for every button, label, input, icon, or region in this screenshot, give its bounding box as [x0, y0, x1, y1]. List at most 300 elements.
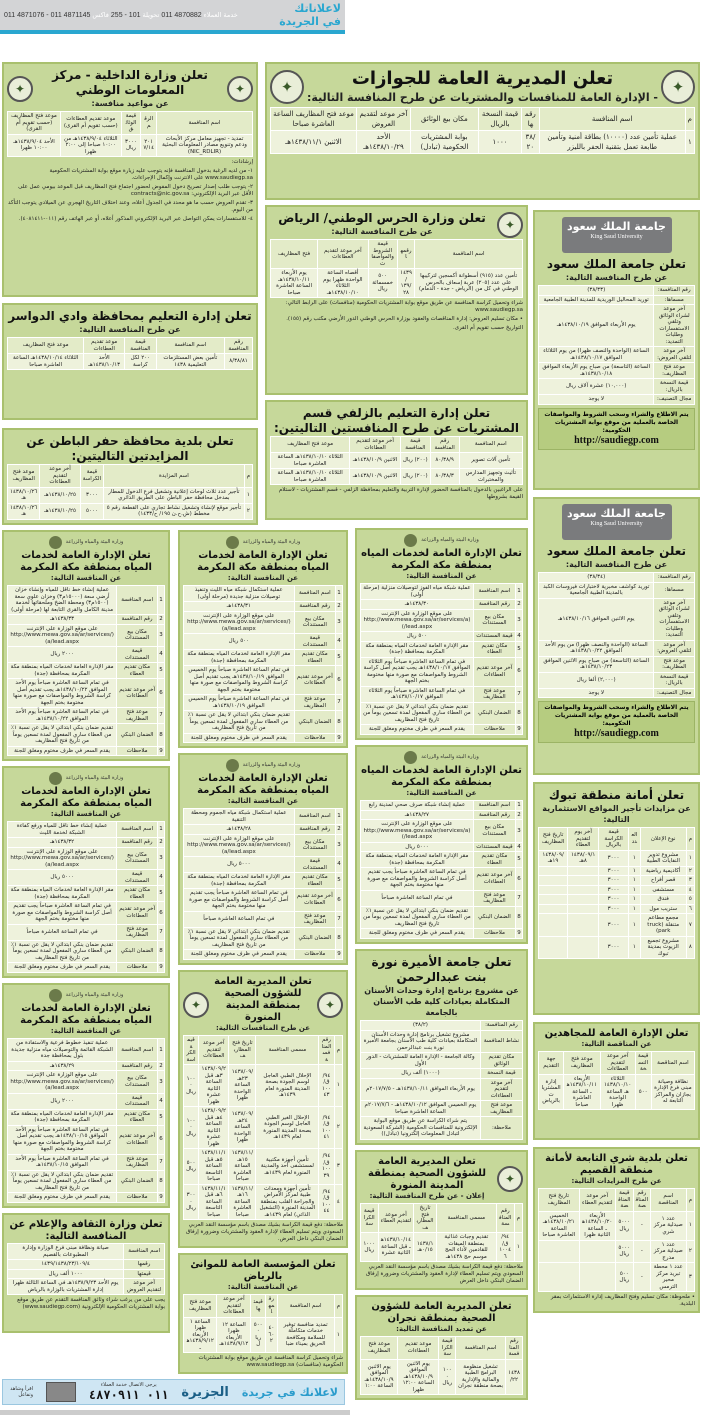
- ad-title: تعلن بلدية محافظة حفر الباطن عن المزايدتين التاليتين:: [26, 434, 234, 463]
- table-cell: ١٤٣٨/٠٩/٢٣هـ الساعة الواحدة ظهرا: [229, 1065, 256, 1107]
- table-cell: ٣: [686, 876, 694, 886]
- field-value: (١٠٠٠) ألف ريال: [361, 1069, 481, 1079]
- table-cell: تمديد - تجهيز معامل مركز الأبحاث ودعم وتنويع مصادر المعلومات البحثية (NIC_RDLIR): [157, 134, 253, 157]
- portal-link[interactable]: http://saudiegp.com: [574, 728, 659, 739]
- field-row: [184, 602, 343, 612]
- field-row: [184, 950, 343, 960]
- ad-table: [538, 285, 695, 405]
- row-number: 9: [159, 1194, 163, 1200]
- table-cell: ٩٤/ق/١٠٠٤٦: [496, 1233, 514, 1262]
- ad-table: [360, 1336, 523, 1395]
- field-label: مكان تقديم العطاء: [117, 1109, 158, 1125]
- table-cell: ٣٠٠٠: [599, 895, 629, 905]
- field-label: مكان تقديم العطاء: [473, 641, 515, 657]
- ad-table: [183, 1035, 343, 1220]
- field-row: [184, 825, 343, 835]
- field-label: مكان تقديم العطاء: [294, 873, 335, 889]
- table-row: [539, 1263, 695, 1292]
- ad-title: تعلن جامعة الملك سعود: [546, 544, 687, 558]
- field-row: [361, 906, 523, 929]
- emblem-icon: ✦: [317, 992, 343, 1018]
- field-value: في تمام الساعة العاشرة صباحاً يوم الثلاثاء الموافق ١٤٣٨/١٠/١٧هـ: [361, 686, 474, 702]
- field-value: في تمام الساعة العاشرة صباحاً يوم الثلاثاء الموافق ١٤٣٨/١٠/١٧هـ يجب تقديم أصل كراسة الشروط والمواصفات مع صورة منها مختومة بختم الجهة: [361, 657, 474, 686]
- row-number: 5: [336, 873, 343, 889]
- field-row: [184, 809, 343, 825]
- table-cell: [539, 885, 568, 895]
- table-cell: عدد ١ صيدلية مركز شري: [651, 1211, 687, 1240]
- ad-title: تعلن الإدارة العامة لخدمات المياه بمنطقة مكة المكرمة: [197, 773, 329, 796]
- field-row: [184, 666, 343, 695]
- table-cell: الإحلال الغير الطبي العاجل لوسم الجودة بصحة المدينة المنورة لعام ١٤٣٩هـ: [256, 1107, 319, 1149]
- row-number: 4: [158, 1093, 165, 1109]
- field-label: آخر موعد تقديم العطاءات: [294, 889, 335, 912]
- ad-heading-text: [538, 787, 695, 827]
- field-value: توريد المحاليل الوريدية للمدينة الطبية الجامعية: [539, 295, 654, 305]
- row-number: 6: [158, 679, 165, 708]
- ad-title: تعلن وزارة الداخلية - مركز المعلومات الوطني: [52, 68, 208, 97]
- row-number: 7: [516, 890, 523, 906]
- field-label: مكان بيع المستندات: [294, 611, 335, 634]
- table-cell: ١٤٣٨/٠٩/٢٤هـ الساعة الواحدة ظهرا: [229, 1107, 256, 1149]
- field-row: [8, 1193, 165, 1203]
- table-cell: ٥٠٠٠ ريال: [251, 1317, 266, 1353]
- customer-phone: 011 4870882: [161, 12, 202, 19]
- table-cell: ٧: [686, 914, 694, 937]
- field-label: موعد فتح المظاريف: [480, 1101, 522, 1117]
- field-label: مكان تقديم العطاء: [294, 650, 335, 666]
- field-label: ملاحظات: [473, 929, 515, 939]
- ad-subtitle: عن مواعيد منافسة:: [91, 99, 169, 108]
- table-cell: ١٤٣٨/١١/١٦هـ قبل الساعة التاسعة صباحا: [199, 1184, 229, 1220]
- table-cell: الساعة ١٢ ظهرا الأربعاء ١٤٣٨/٩/١٢هـ: [217, 1317, 251, 1353]
- field-value: ٥٠٠٠ ريال: [184, 857, 295, 873]
- ad-subtitle: عن طرح المنافسة التالية:: [565, 273, 668, 282]
- field-value: تقديم ضمان بنكي ابتدائي لا يقل عن نسبة ١٪ من العطاء ساري المفعول لمدة تسعين يوماً من تاريخ فتح المظاريف: [184, 711, 295, 734]
- field-label: آخر موعد لتقديم العروض: [124, 1279, 165, 1295]
- portal-link[interactable]: http://saudiegp.com: [574, 434, 659, 446]
- ad-heading: [360, 547, 523, 583]
- ad-hafr: [2, 428, 258, 525]
- row-number: 3: [158, 1071, 165, 1094]
- field-label: موعد فتح المظاريف: [117, 924, 158, 940]
- field-label: ملاحظات: [473, 725, 515, 735]
- row-number: 1: [336, 586, 343, 602]
- field-label: قيمة المستندات: [473, 632, 515, 642]
- ad-heading: [538, 543, 695, 572]
- table-cell: [579, 1263, 615, 1292]
- field-row: [8, 924, 165, 940]
- field-row: [361, 868, 523, 891]
- field-row: [8, 1269, 165, 1279]
- table-cell: ٣٠٠٠: [599, 876, 629, 886]
- field-row: [361, 609, 523, 632]
- ministry-logo: [7, 535, 165, 549]
- field-row: [8, 1279, 165, 1295]
- column-header: م: [334, 1036, 342, 1065]
- ad-title: تعلن الإدارة العامة لخدمات المياه بمنطقة مكة المكرمة: [20, 786, 152, 809]
- field-row: [361, 929, 523, 939]
- table-cell: ٥٠٠٠: [80, 503, 104, 519]
- contact-numbers: [4, 11, 238, 19]
- field-value: عملية استكمال شبكة مياه الليث وتنفيذ توصيلات منزلية جديدة (مرحلة أولى): [184, 586, 295, 602]
- ad-heading: [183, 1258, 343, 1294]
- field-label: قيمة النسخة بالريال:: [654, 379, 695, 395]
- column-header: آخر موعد لتقديم العطاءات: [600, 1052, 635, 1075]
- ad-w7: [2, 983, 170, 1208]
- column-header: موعد تقديم العطاءات: [84, 338, 125, 354]
- ad-heading-text: [36, 67, 224, 111]
- table-cell: الأربعاء ١٤٣٨/١٠/٢٠هـ الساعة الثانية ظهرا: [579, 1211, 615, 1240]
- field-label: اسم المنافسة: [473, 801, 515, 811]
- column-header: موعد تقديم العطاءات (حسب تقويم أم القرى): [60, 112, 121, 135]
- emblem-icon: ✦: [497, 1166, 523, 1192]
- row-number: 3: [158, 624, 165, 647]
- ministry-emblem-icon: [404, 751, 417, 764]
- ad-najran: [355, 1295, 528, 1400]
- table-cell: تأثيث وتجهيز المدارس والمختبرات: [459, 469, 522, 485]
- table-cell: تأمين بعض المستلزمات التعليمية ١٤٣٨: [156, 354, 224, 370]
- field-label: مكان بيع المستندات: [294, 834, 335, 857]
- field-row: [184, 650, 343, 666]
- field-label: ملاحظات: [117, 1193, 158, 1203]
- table-cell: ٣٠٠٠: [599, 914, 629, 937]
- field-row: [8, 1039, 165, 1062]
- table-header-row: [271, 108, 695, 131]
- field-row: [184, 889, 343, 912]
- table-cell: الاثنين ١٤٣٨/١٠/٩هـ: [350, 453, 401, 469]
- ad-mujahideen: [533, 1022, 700, 1140]
- field-value: مقر الإدارة العامة لخدمات المياه بمنطقة مكة المكرمة بمحافظة (جدة): [184, 650, 295, 666]
- table-cell: فندق: [640, 895, 686, 905]
- field-label: رقم المنافسة:: [654, 573, 695, 583]
- field-label: آخر موعد لتلقي العروض:: [654, 640, 695, 656]
- ministry-name: وزارة البيئة والمياه والزراعة: [65, 992, 124, 998]
- table-cell: ستريب مول: [640, 904, 686, 914]
- field-label: اسم المنافسة: [294, 809, 335, 825]
- table-cell: ٥٠٠: [635, 1074, 651, 1110]
- field-label: موعد فتح المظاريف:: [654, 363, 695, 379]
- column-header: م: [686, 828, 694, 851]
- ad-footer-band: [538, 701, 695, 743]
- table-row: [184, 1107, 343, 1149]
- column-header: موعد فتح المظاريف: [8, 338, 84, 354]
- ad-title: تعلن أمانة منطقة تبوك: [548, 788, 685, 802]
- field-label: الضمان البنكي: [117, 724, 158, 747]
- row-number: 2: [517, 601, 521, 607]
- table-cell: ٣٠٠٠: [599, 936, 629, 959]
- field-label: موعد فتح المظاريف: [473, 890, 515, 906]
- field-value: (٢,٠٠٠) ألفا ريال: [539, 672, 654, 688]
- table-cell: ١: [628, 936, 640, 959]
- ad-title: تعلن جامعة الملك سعود: [546, 257, 687, 271]
- row-number: 6: [336, 889, 343, 912]
- column-header: موعد فتح المظاريف: [8, 465, 40, 488]
- ad-note: • مكان تسليم العروض: إدارة المناقصات والعقود بوزارة الحرس الوطني الدور الأرضي مكتب رقم (١٥٥).: [286, 316, 523, 322]
- field-row: [8, 1061, 165, 1071]
- column-header: موعد فتح المظاريف الساعة العاشرة صباحا: [271, 108, 357, 131]
- banner-phone: ٠١١ ٤٨٧٠٩١١: [88, 1388, 169, 1402]
- page-header: [0, 0, 345, 34]
- table-cell: مستشفى: [640, 885, 686, 895]
- field-label: آخر موعد تقديم العطاءات: [117, 679, 158, 708]
- column-header: موعد فتح المظاريف: [361, 1337, 398, 1360]
- field-label: قيمة المستندات: [117, 870, 158, 886]
- table-cell: ٩٤/ق/١٠٠٤٤: [319, 1184, 334, 1220]
- table-cell: تشغيل منظومة البرامج الطبية والمالية والإدارية بصحة منطقة نجران: [456, 1359, 506, 1395]
- field-row: [361, 686, 523, 702]
- ad-note: يجب على من يرغب شراء وثائق المنافسة التقدم عن طريق موقع بوابة المشتريات الحكومية الإلكترونية (www.saudiegp.com): [17, 1297, 165, 1310]
- field-row: [8, 1154, 165, 1170]
- ad-heading-text: [360, 954, 523, 1020]
- table-cell: الأحد ١٤٣٨/١٠/٢٩هـ: [356, 131, 410, 154]
- field-row: [8, 746, 165, 756]
- table-cell: ١٤٣٩/١٣٩/٢٨: [397, 269, 415, 298]
- field-row: [361, 801, 523, 811]
- emblem-icon: ✦: [7, 76, 33, 102]
- table-cell: [568, 895, 599, 905]
- ad-table: [360, 1203, 523, 1262]
- field-row: [539, 286, 695, 296]
- table-cell: ١٤٣٨/٢٢: [506, 1359, 523, 1395]
- column-header: اسم المنافسة: [157, 112, 253, 135]
- table-header-row: [271, 240, 523, 269]
- ad-title: تعلن الإدارة العامة للمجاهدين: [544, 1028, 689, 1039]
- table-cell: ١: [686, 1211, 694, 1240]
- table-row: [184, 1184, 343, 1220]
- field-label: رقم المنافسة: [473, 810, 515, 820]
- ad-wadi: [2, 303, 258, 420]
- field-value: ١٤٣٩/١٤٣٨/٢٣/١٠٩/٤: [8, 1260, 124, 1270]
- field-value: في تمام الساعة العاشرة صباحاً: [361, 890, 474, 906]
- ad-heading: [360, 1155, 523, 1203]
- ad-subtitle: إعلان - عن طرح المنافسة التالية:: [369, 1192, 485, 1200]
- field-row: [8, 1244, 165, 1260]
- table-row: [539, 914, 695, 937]
- row-number: 3: [158, 847, 165, 870]
- field-label: آخر موعد تقديم العطاءات: [117, 902, 158, 925]
- column-header: قيمة الشروط والمواصفات: [368, 240, 397, 269]
- ministry-name: وزارة البيئة والمياه والزراعة: [421, 537, 479, 543]
- field-row: [361, 1021, 523, 1031]
- row-number: 5: [158, 886, 165, 902]
- ad-heading-text: [538, 1027, 695, 1051]
- column-header: مسمى المنافسة: [256, 1036, 319, 1065]
- field-label: آخر موعد لشراء الوثائق وتلقي الاستفسارات وطلبات التمديد:: [654, 598, 695, 640]
- field-label: رقم المنافسة:: [654, 286, 695, 296]
- ad-table: [270, 436, 523, 485]
- column-header: قيمة النسخة بالريال: [478, 108, 521, 131]
- column-header: اسم المناقصة: [651, 1189, 687, 1212]
- field-row: [539, 395, 695, 405]
- field-value: مشروع تشغيل برنامج إدارة وحدات الأسنان المتكاملة بعيادات كلية طب الأسنان بجامعة الأميرة نورة بنت عبدالرحمن: [361, 1030, 481, 1053]
- table-cell: [539, 876, 568, 886]
- ad-heading: [183, 772, 343, 808]
- column-header: قيمة الكراسة: [361, 1204, 379, 1233]
- table-cell: الاثنين ١٤٣٨/١١/١هـ: [271, 131, 357, 154]
- field-label: مسماها:: [654, 582, 695, 598]
- table-row: [539, 1240, 695, 1263]
- field-value: لا يوجد: [539, 688, 654, 698]
- row-number: 6: [516, 657, 523, 686]
- table-cell: عملية تأمين عدد (١٠٠٠٠) بطاقة أمنية وتأمين طابعة تعمل بتقنية الحفر بالليزر: [539, 131, 685, 154]
- table-cell: تأمين آلات تصوير: [459, 453, 522, 469]
- column-header: آخر موعد لتقديم العطاءات: [199, 1036, 229, 1065]
- ministry-name: وزارة البيئة والمياه والزراعة: [242, 762, 301, 768]
- table-cell: تمديد منافسة توفير خدمات متكاملة للسلامة ومكافحة الحريق بميناء ضبا: [277, 1317, 334, 1353]
- field-row: [184, 857, 343, 873]
- table-cell: ٢٠١٧/١٤: [141, 134, 157, 157]
- ad-title: تعلن الإدارة العامة لخدمات المياه بمنطقة مكة المكرمة: [361, 548, 522, 571]
- row-number: 5: [158, 1109, 165, 1125]
- table-cell: ١٤٣٨/١٠/٢٦هـ: [8, 487, 40, 503]
- ad-heading: [7, 308, 253, 337]
- table-cell: الاثنين ١٤٣٨/١٠/٩هـ: [350, 469, 401, 485]
- column-header: موعد فتح المظاريف: [271, 437, 350, 453]
- field-row: [539, 347, 695, 363]
- table-cell: ٣٠٠٠: [599, 904, 629, 914]
- table-header-row: [361, 1204, 523, 1233]
- field-label: مكان تقديم الوثائق: [480, 1053, 522, 1069]
- column-header: آخر موعد لتقديم العطاءات: [318, 240, 368, 269]
- field-value: عملية إنشاء شبكة صرف صحي لمدينة رابغ: [361, 801, 474, 811]
- table-row: [184, 1317, 343, 1353]
- field-value: في تمام الساعة العاشرة صباحاً: [8, 924, 117, 940]
- ad-note: ٤- للاستفسارات يمكن التواصل عبر البريد الإلكتروني المذكور أعلاه، أو عبر الهاتف رقم (٠١١-٤٠٨١٤١١).: [18, 216, 253, 222]
- ad-table: [183, 585, 343, 743]
- ad-heading: [183, 975, 343, 1035]
- ad-heading-text: [7, 1218, 165, 1243]
- table-cell: ٢: [686, 1240, 694, 1263]
- ad-subtitle: عن المنافسة التالية:: [406, 789, 477, 797]
- field-label: مكان تقديم العطاء: [117, 886, 158, 902]
- ksu-logo-en: King Saud University: [590, 521, 643, 527]
- field-value: يوم الأحد ١٤٣٨/٩/٢٣هـ في الساعة الثالثة ظهرا إدارة المشتريات بالوزارة بالرياض: [8, 1279, 124, 1295]
- table-cell: (٢٠٠) ريال: [400, 453, 430, 469]
- field-label: آخر موعد لشراء الوثائق وتلقي الاستفسارات وطلبات التمديد:: [654, 305, 695, 347]
- table-cell: ١٤٣٨/١٠/١٥هـ: [414, 1233, 437, 1262]
- table-cell: ١٤٣٨/١٠/١٤هـ قبل الساعة الثانية عشرة: [378, 1233, 414, 1262]
- column-header: اسم المزايدة: [104, 465, 244, 488]
- field-row: [361, 810, 523, 820]
- table-cell: [539, 904, 568, 914]
- field-label: مكان بيع المستندات: [473, 820, 515, 843]
- field-value: عملية شبكة مياه الفوز لتوصيلات منزلية (مرحلة أولى): [361, 584, 474, 600]
- table-cell: [579, 1240, 615, 1263]
- row-number: 5: [516, 852, 523, 868]
- table-cell: تأمين عدد (٩١٥) أسطوانة أكسجين لتركيبها على عدد (٢٠٥) عربة إسعاف بالحرس الوطني في كل من (الرياض - جدة - الدمام): [415, 269, 523, 298]
- ministry-emblem-icon: [49, 772, 62, 785]
- table-cell: ١٠٠٠: [478, 131, 521, 154]
- field-value: على موقع الوزارة على الإنترنت (http://www.mewa.gov.sa/ar/services/a/lead.aspx): [184, 834, 295, 857]
- column-header: م: [686, 1189, 694, 1212]
- field-row: [539, 672, 695, 688]
- field-label: ملاحظة:: [480, 1117, 522, 1140]
- tablet-icon: [46, 1382, 76, 1402]
- row-number: 6: [158, 1125, 165, 1154]
- field-label: اسم المنافسة: [473, 584, 515, 600]
- field-label: آخر موعد تقديم العطاءات: [473, 657, 515, 686]
- field-value: وكالة الجامعة - الإدارة العامة للمشتريات - الدور الأول: [361, 1053, 481, 1069]
- column-header: قيمة الكراسة بالريال: [599, 828, 629, 851]
- table-row: [539, 1211, 695, 1240]
- field-value: في تمام الساعة العاشرة صباحاً يجب تقديم أصل كراسة الشروط والمواصفات مع صورة منها مختومة بختم الجهة: [8, 902, 117, 925]
- field-value: في تمام الساعة العاشرة صباحاً يوم الخميس الموافق ١٤٣٨/١٠/١٩هـ: [184, 695, 295, 711]
- field-label: اسم المنافسة: [117, 586, 158, 615]
- field-row: [361, 725, 523, 735]
- column-header: قيمة الكراسة: [439, 1337, 456, 1360]
- column-header: رقم المنافسة: [496, 1204, 514, 1233]
- field-label: الضمان البنكي: [294, 927, 335, 950]
- field-value: ١٤٣٨/٢٩هـ: [8, 1061, 117, 1071]
- ministry-emblem-icon: [49, 536, 62, 549]
- ministry-emblem-icon: [49, 989, 62, 1002]
- ad-heading-text: [183, 549, 343, 585]
- row-number: 1: [516, 584, 523, 600]
- ad-heading: [538, 1152, 695, 1188]
- ext-label: تحويلة: [142, 11, 160, 19]
- field-value: تقديم ضمان بنكي ابتدائي لا يقل عن نسبة ١٪ من العطاء ساري المفعول لمدة تسعين يوماً من تاريخ فتح المظاريف: [8, 1170, 117, 1193]
- field-value: ٥٠٠٠ ريال: [8, 870, 117, 886]
- field-value: في تمام الساعة العاشرة صباحاً يجب تقديم أصل كراسة الشروط والمواصفات مع صورة منها مختومة بختم الجهة: [184, 889, 295, 912]
- table-cell: يوم الأربعاء ١٤٣٨/١٠/١١هـ الساعة العاشرة صباحا: [271, 269, 318, 298]
- table-cell: بوابة المشتريات الحكومية (تبادل): [410, 131, 478, 154]
- field-label: آخر موعد تقديم العطاءات: [473, 868, 515, 891]
- table-cell: ٥: [686, 895, 694, 905]
- table-cell: ١٤٣٨/٠٩/٢٣هـ قبل الساعة الثانية عشرة ظهرا: [199, 1065, 229, 1107]
- ad-heading: [7, 549, 165, 585]
- field-label: ملاحظات: [117, 746, 158, 756]
- field-value: على موقع الوزارة على الإنترنت (http://www.mewa.gov.sa/ar/services/a/lead.aspx): [361, 609, 474, 632]
- field-label: قيمة النسخة بالريال:: [654, 672, 695, 688]
- column-header: العدد: [628, 828, 640, 851]
- emblem-icon: ✦: [270, 70, 304, 104]
- table-row: [271, 469, 523, 485]
- jazirah-banner[interactable]: [2, 1379, 345, 1405]
- field-label: ملاحظات: [294, 733, 335, 743]
- field-value: عملية استكمال شبكة مياه الجموم ومحطة التنقية: [184, 809, 295, 825]
- table-cell: ٣٠٠٠ ريال: [121, 134, 141, 157]
- table-cell: [539, 914, 568, 937]
- table-cell: نظافة وصيانة مبنى فرع الإدارة بجازان والمراكز التابعة له: [651, 1074, 694, 1110]
- field-label: رقم المنافسة: [473, 600, 515, 610]
- ad-subtitle: عن المنافسة التالية:: [227, 797, 299, 805]
- table-cell: ١٠٠٠ ريال: [361, 1233, 379, 1262]
- ad-table: [270, 239, 523, 298]
- field-row: [8, 886, 165, 902]
- table-header-row: [8, 112, 253, 135]
- ad-table: [7, 111, 253, 157]
- ad-heading: [360, 1300, 523, 1336]
- ministry-name: وزارة البيئة والمياه والزراعة: [242, 539, 301, 545]
- row-number: 9: [337, 734, 341, 741]
- column-header: تاريخ فتح المظاريف: [539, 1189, 580, 1212]
- row-number: 8: [516, 906, 523, 929]
- ad-table: [270, 107, 695, 154]
- ad-heading-text: [538, 543, 695, 572]
- ad-title: تعلن الإدارة العامة لخدمات المياه بمنطقة مكة المكرمة: [20, 550, 152, 573]
- ministry-name: وزارة البيئة والمياه والزراعة: [421, 754, 479, 760]
- table-header-row: [184, 1036, 343, 1065]
- table-cell: الثلاثاء ١٤٣٨/١٠/١٠هـ الساعة الواحدة ظهرا: [600, 1074, 635, 1110]
- field-row: [539, 656, 695, 672]
- ad-heading-text: [183, 772, 343, 808]
- ad-subtitle: عن المنافسة التالية:: [227, 1283, 299, 1291]
- table-row: [539, 850, 695, 866]
- field-value: الساعة (الواحدة والنصف ظهرا) من يوم الثلاثاء الموافق ١٤٣٨/١٠/١٧هـ: [539, 347, 654, 363]
- field-row: [361, 1069, 523, 1079]
- field-label: اسم المنافسة: [117, 1039, 158, 1062]
- row-number: 8: [336, 711, 343, 734]
